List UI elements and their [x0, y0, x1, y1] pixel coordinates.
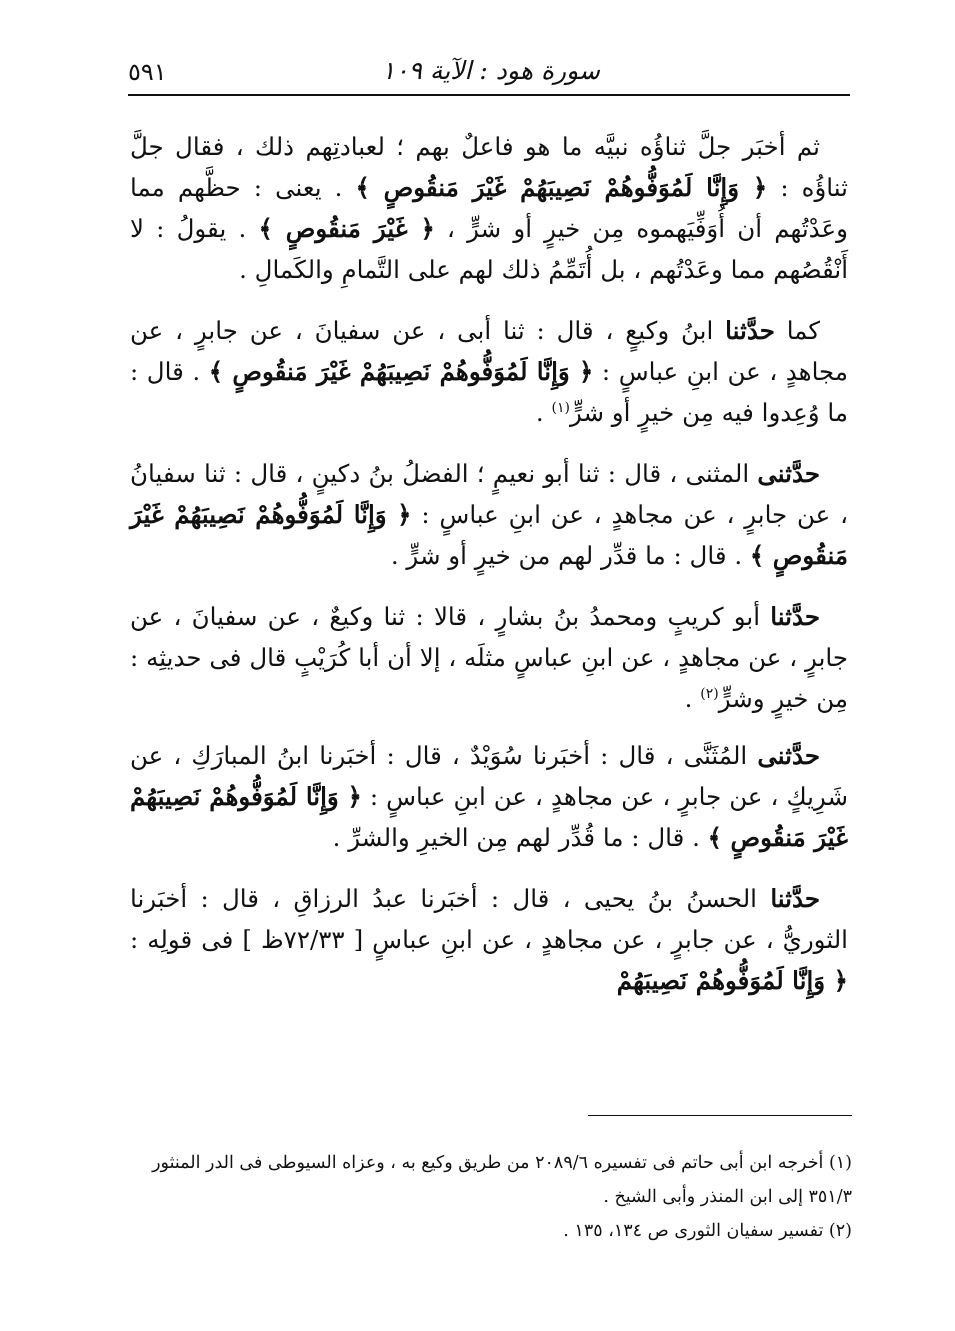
text: ثم أخبَر جلَّ ثناؤُه نبيَّه ما هو فاعلٌ بهم ؛ لعبادتِهم ذلك ، فقال جلَّ ثناؤُه :	[130, 132, 848, 202]
page-number: ٥٩١	[128, 58, 167, 86]
text: .	[684, 684, 693, 713]
footnote-ref[interactable]: (١)	[551, 399, 570, 416]
text: . قال : ما قُدِّر لهم مِن الخيرِ والشرِّ .	[332, 823, 700, 852]
quran-quote: ﴿ وَإِنَّا لَمُوَفُّوهُمْ نَصِيبَهُمْ غَيْرَ مَنقُوصٍ ﴾	[130, 500, 848, 570]
narration-lead: حدَّثنا	[770, 602, 820, 631]
paragraph-2	[130, 310, 848, 433]
footnote-separator	[588, 1115, 852, 1116]
footnote-ref[interactable]: (٢)	[700, 685, 719, 702]
paragraph-3	[130, 453, 848, 576]
text: . قال : ما قدِّر لهم من خيرٍ أو شرٍّ .	[390, 541, 743, 570]
text: كما	[786, 316, 820, 345]
main-text	[130, 126, 848, 1021]
text: . يقولُ : لا أَنْقُصُهم مما وعَدْتُهم ، بل أُتَمِّمُ ذلك لهم على التَّمامِ والكَمالِ .	[130, 214, 848, 284]
footnote-2: (٢) تفسير سفيان الثورى ص ١٣٤، ١٣٥ .	[563, 1221, 852, 1241]
paragraph-4	[130, 596, 848, 719]
text: .	[535, 398, 544, 427]
running-header	[128, 50, 850, 96]
narration-lead: حدَّثنى	[757, 741, 820, 770]
paragraph-6	[130, 878, 848, 1001]
text: المثنى ، قال : ثنا أبو نعيمٍ ؛ الفضلُ بنُ دكينٍ ، قال : ثنا سفيانُ ، عن جابرٍ ، عن مجاهدٍ ، عن ابنِ عباسٍ :	[130, 459, 848, 529]
quran-quote: ﴿ وَإِنَّا لَمُوَفُّوهُمْ نَصِيبَهُمْ	[616, 966, 848, 995]
footnote-1: (١) أخرجه ابن أبى حاتم فى تفسيره ٢٠٨٩/٦ من طريق وكيع به ، وعزاه السيوطى فى الدر المنثور ٣٥١/٣ إلى ابن المنذر وأبى الشيخ .	[152, 1153, 852, 1207]
quran-quote: ﴿ غَيْرَ مَنقُوصٍ ﴾	[258, 214, 435, 243]
quran-quote: ﴿ وَإِنَّا لَمُوَفُّوهُمْ نَصِيبَهُمْ غَيْرَ مَنقُوصٍ ﴾	[130, 782, 848, 852]
header-title: سورة هود : الآية ١٠٩	[381, 56, 600, 85]
text: أبو كريبٍ ومحمدُ بنُ بشارٍ ، قالا : ثنا وكيعٌ ، عن سفيانَ ، عن جابرٍ ، عن مجاهدٍ ، عن ابنِ عباسٍ مثلَه ، إلا أن أبا كُرَيْبٍ قال فى حديثِه : مِن خيرٍ وشرٍّ	[130, 602, 848, 713]
text: . قال : ما وُعِدوا فيه مِن خيرٍ أو شرٍّ	[130, 357, 848, 427]
narration-lead: حدَّثنى	[757, 459, 820, 488]
narration-lead: حدَّثنا	[725, 316, 775, 345]
narration-lead: حدَّثنا	[770, 884, 820, 913]
text: الحسنُ بنُ يحيى ، قال : أخبَرنا عبدُ الرزاقِ ، قال : أخبَرنا الثوريُّ ، عن جابرٍ ، عن مجاهدٍ ، عن ابنِ عباسٍ [ ٧٢/٣٣ظ ] فى قولِه :	[130, 884, 848, 954]
text: ابنُ وكيعٍ ، قال : ثنا أبى ، عن سفيانَ ، عن جابرٍ ، عن مجاهدٍ ، عن ابنِ عباسٍ :	[130, 316, 848, 386]
paragraph-1	[130, 126, 848, 290]
quran-quote: ﴿ وَإِنَّا لَمُوَفُّوهُمْ نَصِيبَهُمْ غَيْرَ مَنقُوصٍ ﴾	[208, 357, 594, 386]
text: . يعنى : حظَّهم مما وعَدْتُهم أن أُوَفِّيَهموه مِن خيرٍ أو شرٍّ ،	[130, 173, 848, 243]
header-rule	[128, 94, 850, 96]
quran-quote: ﴿ وَإِنَّا لَمُوَفُّوهُمْ نَصِيبَهُمْ غَيْرَ مَنقُوصٍ ﴾	[355, 173, 768, 202]
text: المُثَنَّى ، قال : أخبَرنا سُوَيْدٌ ، قال : أخبَرنا ابنُ المبارَكِ ، عن شَرِيكٍ ، عن جابرٍ ، عن مجاهدٍ ، عن ابنِ عباسٍ :	[130, 741, 848, 811]
paragraph-5	[130, 735, 848, 858]
footnotes	[130, 1146, 852, 1248]
